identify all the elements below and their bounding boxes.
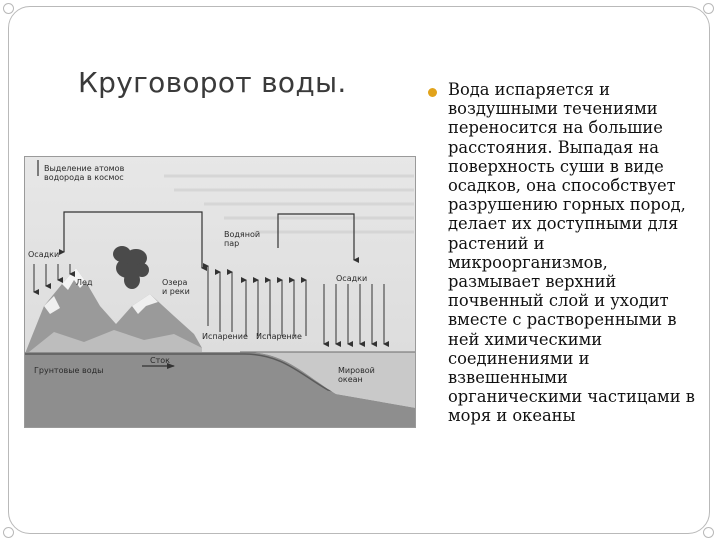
slide-title: Круговорот воды. [78, 66, 347, 99]
bullet-icon [428, 88, 437, 97]
label-evaporation-2: Испарение [256, 332, 302, 341]
label-evaporation-1: Испарение [202, 332, 248, 341]
frame-corner-dot [3, 3, 14, 14]
label-hydrogen-release: Выделение атомов водорода в космос [44, 164, 125, 182]
bullet-item [428, 80, 704, 426]
label-precipitation-left: Осадки [28, 250, 60, 259]
frame-corner-dot [703, 3, 714, 14]
label-groundwater: Грунтовые воды [34, 366, 104, 375]
bullet-text: Вода испаряется и воздушными течениями переносится на большие расстояния. Выпадая на поверхность суши в виде осадков, она способствует разрушению горных пород, делает их доступными для растений и микроорганизмов, размывает верхний почвенный слой и уходит вместе с растворенными в ней химическими соединениями и взвешенными органическими частицами в моря и океаны [448, 80, 695, 426]
label-water-vapor: Водяной пар [224, 230, 261, 248]
label-precipitation-right: Осадки [336, 274, 368, 283]
water-cycle-diagram [24, 156, 416, 428]
label-lakes-rivers: Озера и реки [162, 278, 190, 296]
label-ice: Лед [76, 278, 93, 287]
frame-corner-dot [703, 527, 714, 538]
frame-corner-dot [3, 527, 14, 538]
label-world-ocean: Мировой океан [338, 366, 375, 384]
diagram-illustration [24, 156, 416, 428]
label-runoff: Сток [150, 356, 170, 365]
